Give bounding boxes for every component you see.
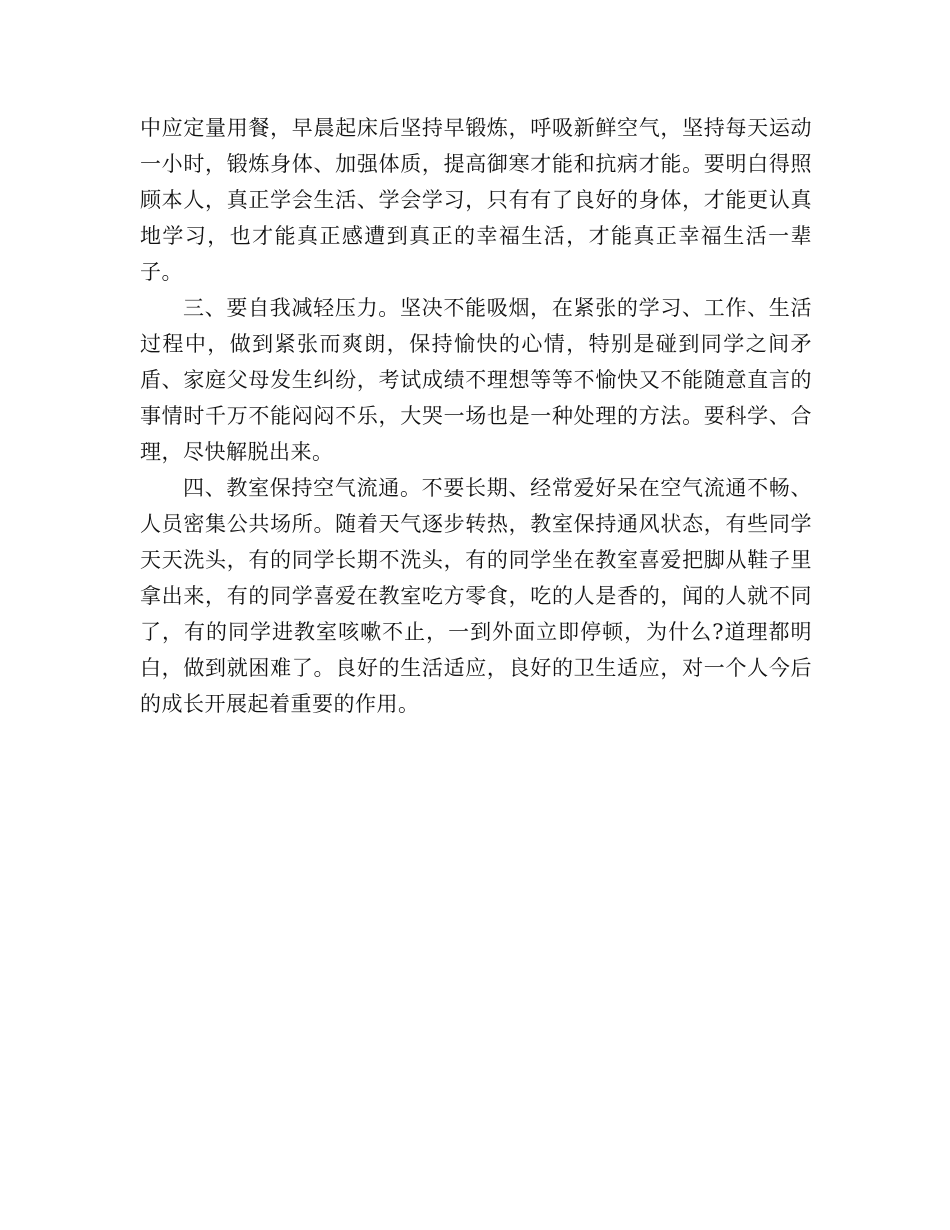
- paragraph-classroom-ventilation: 四、教室保持空气流通。不要长期、经常爱好呆在空气流通不畅、人员密集公共场所。随着天气逐步转热，教室保持通风状态，有些同学天天洗头，有的同学长期不洗头，有的同学坐在教室喜爱把脚从鞋子里拿出来，有的同学喜爱在教室吃方零食，吃的人是香的，闻的人就不同了，有的同学进教室咳嗽不止，一到外面立即停顿，为什么?道理都明白，做到就困难了。良好的生活适应，良好的卫生适应，对一个人今后的成长开展起着重要的作用。: [140, 476, 812, 716]
- body-text: [140, 110, 812, 722]
- paragraph-continuation: 中应定量用餐，早晨起床后坚持早锻炼，呼吸新鲜空气，坚持每天运动一小时，锻炼身体、加强体质，提高御寒才能和抗病才能。要明白得照顾本人，真正学会生活、学会学习，只有有了良好的身体，才能更认真地学习，也才能真正感遭到真正的幸福生活，才能真正幸福生活一辈子。: [140, 116, 812, 284]
- paragraph-reduce-stress: 三、要自我减轻压力。坚决不能吸烟，在紧张的学习、工作、生活过程中，做到紧张而爽朗，保持愉快的心情，特别是碰到同学之间矛盾、家庭父母发生纠纷，考试成绩不理想等等不愉快又不能随意直言的事情时千万不能闷闷不乐，大哭一场也是一种处理的方法。要科学、合理，尽快解脱出来。: [140, 296, 812, 464]
